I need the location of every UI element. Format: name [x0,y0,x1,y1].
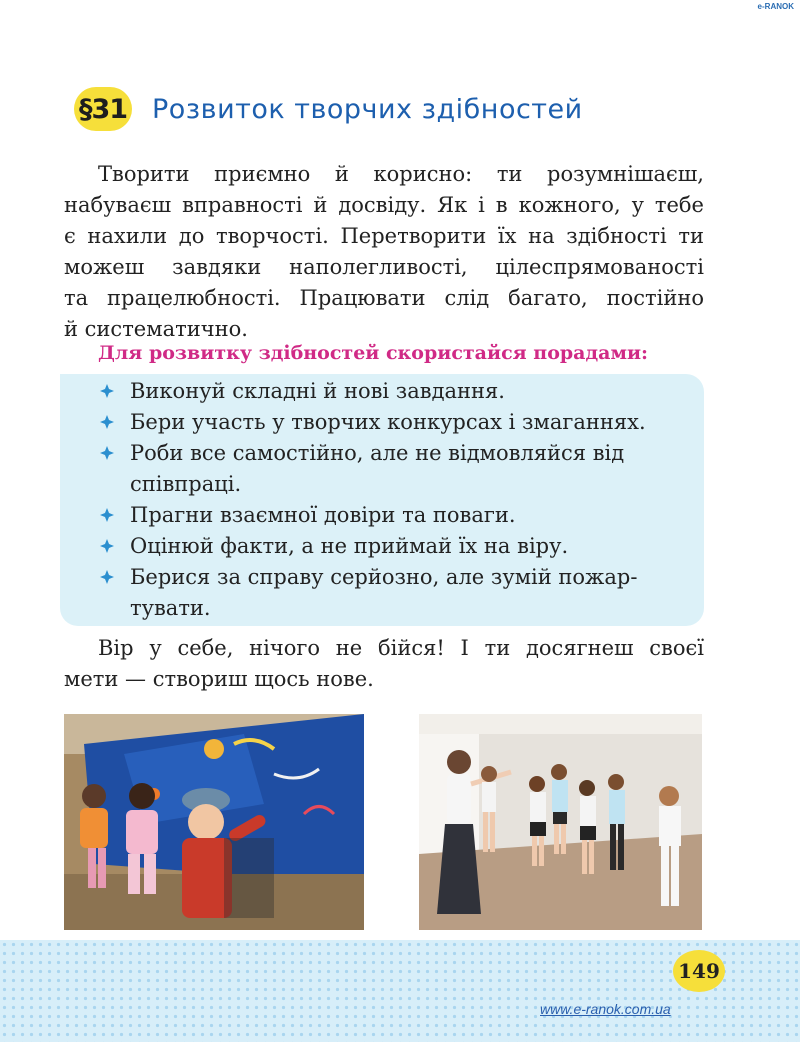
diamond-bullet-icon [100,570,114,584]
tip-text: Берися за справу серйозно, але зумій пожар- [130,565,638,589]
diamond-bullet-icon [100,508,114,522]
tip-item [96,376,702,407]
tip-text: Виконуй складні й нові завдання. [130,379,505,403]
intro-line: Творити приємно й корисно: ти розумнішаєш, [98,162,704,186]
section-number-badge: §31 [74,87,132,131]
outro-paragraph [64,633,704,695]
tip-text: Роби все самостійно, але не відмовляйся від [130,441,625,465]
tip-text: Бери участь у творчих конкурсах і змаганнях. [130,410,646,434]
diamond-bullet-icon [100,384,114,398]
tip-item [96,562,702,624]
tip-text: співпраці. [130,472,242,496]
tip-item [96,531,702,562]
intro-line: набуваєш вправності й досвіду. Як і в кожного, у тебе [64,193,704,217]
tips-list [96,376,702,624]
publisher-logo: e-RANOK [757,2,794,11]
intro-line: й систематично. [64,317,248,341]
tip-text: Оцінюй факти, а не приймай їх на віру. [130,534,569,558]
diamond-bullet-icon [100,415,114,429]
section-header [74,84,583,134]
tips-heading: Для розвитку здібностей скористайся порадами: [98,342,649,364]
photo-dance-class [419,714,702,930]
photo-children-painting [64,714,364,930]
tip-item [96,407,702,438]
diamond-bullet-icon [100,539,114,553]
intro-line: є нахили до творчості. Перетворити їх на здібності ти [64,224,704,248]
tip-text: тувати. [130,596,211,620]
tip-item [96,500,702,531]
tip-text: Прагни взаємної довіри та поваги. [130,503,516,527]
publisher-url-link[interactable]: www.e-ranok.com.ua [540,1001,671,1017]
intro-line: та працелюбності. Працювати слід багато, постійно [64,286,704,310]
page-number: 149 [673,950,725,992]
intro-line: можеш завдяки наполегливості, цілеспрямованості [64,255,704,279]
section-title: Розвиток творчих здібностей [152,93,583,125]
intro-paragraph [64,159,704,345]
outro-line: мети — створиш щось нове. [64,667,374,691]
diamond-bullet-icon [100,446,114,460]
tip-item [96,438,702,500]
outro-line: Вір у себе, нічого не бійся! І ти досягнеш своєї [98,636,704,660]
